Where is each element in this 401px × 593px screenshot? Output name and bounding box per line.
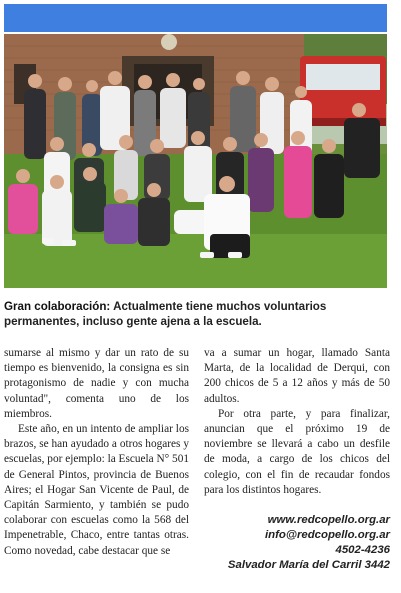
contact-email: info@redcopello.org.ar	[264, 529, 390, 541]
left-paragraph-2: Este año, en un intento de ampliar los brazos, se han ayudado a otros hogares y escuelas, por ejemplo: la Escuela N° 501 de General Pintos, provincia de Buenos Aires; el Hogar San Vicente de Paul, de Capitán Sarmiento, y también se pudo colaborar con escuelas como la 568 del Impenetrable, Chaco, entre tantas otras. Como novedad, cabe destacar que se	[4, 423, 189, 557]
caption-lead: Gran colaboración:	[4, 300, 111, 313]
contact-phone: 4502-4236	[335, 544, 390, 556]
right-paragraph-2: Por otra parte, y para finalizar, anuncian que el próximo 19 de noviembre se llevará a cabo un desfile de moda, a cargo de los chicos del colegio, con el fin de recaudar fondos para los distintos hogares.	[204, 407, 390, 496]
contact-block	[204, 513, 390, 573]
contact-address: Salvador María del Carril 3442	[227, 559, 390, 571]
right-column	[204, 346, 390, 498]
photo-caption	[4, 299, 390, 329]
left-paragraph-1: sumarse al mismo y dar un rato de su tiempo es bienvenido, la consigna es sin protagonismo de nadie y con mucha voluntad", comenta uno de los miembros.	[4, 347, 189, 420]
left-column	[4, 346, 189, 559]
caption-text: Actualmente tiene muchos voluntarios permanentes, incluso gente ajena a la escuela.	[4, 300, 327, 328]
header-bar	[4, 4, 387, 32]
group-photo	[4, 34, 387, 288]
group-photo-illustration	[4, 34, 387, 288]
right-paragraph-1: va a sumar un hogar, llamado Santa Marta, de la localidad de Derqui, con 200 chicos de 5 a 12 años y más de 50 adultos.	[204, 347, 390, 405]
contact-web: www.redcopello.org.ar	[267, 514, 390, 526]
